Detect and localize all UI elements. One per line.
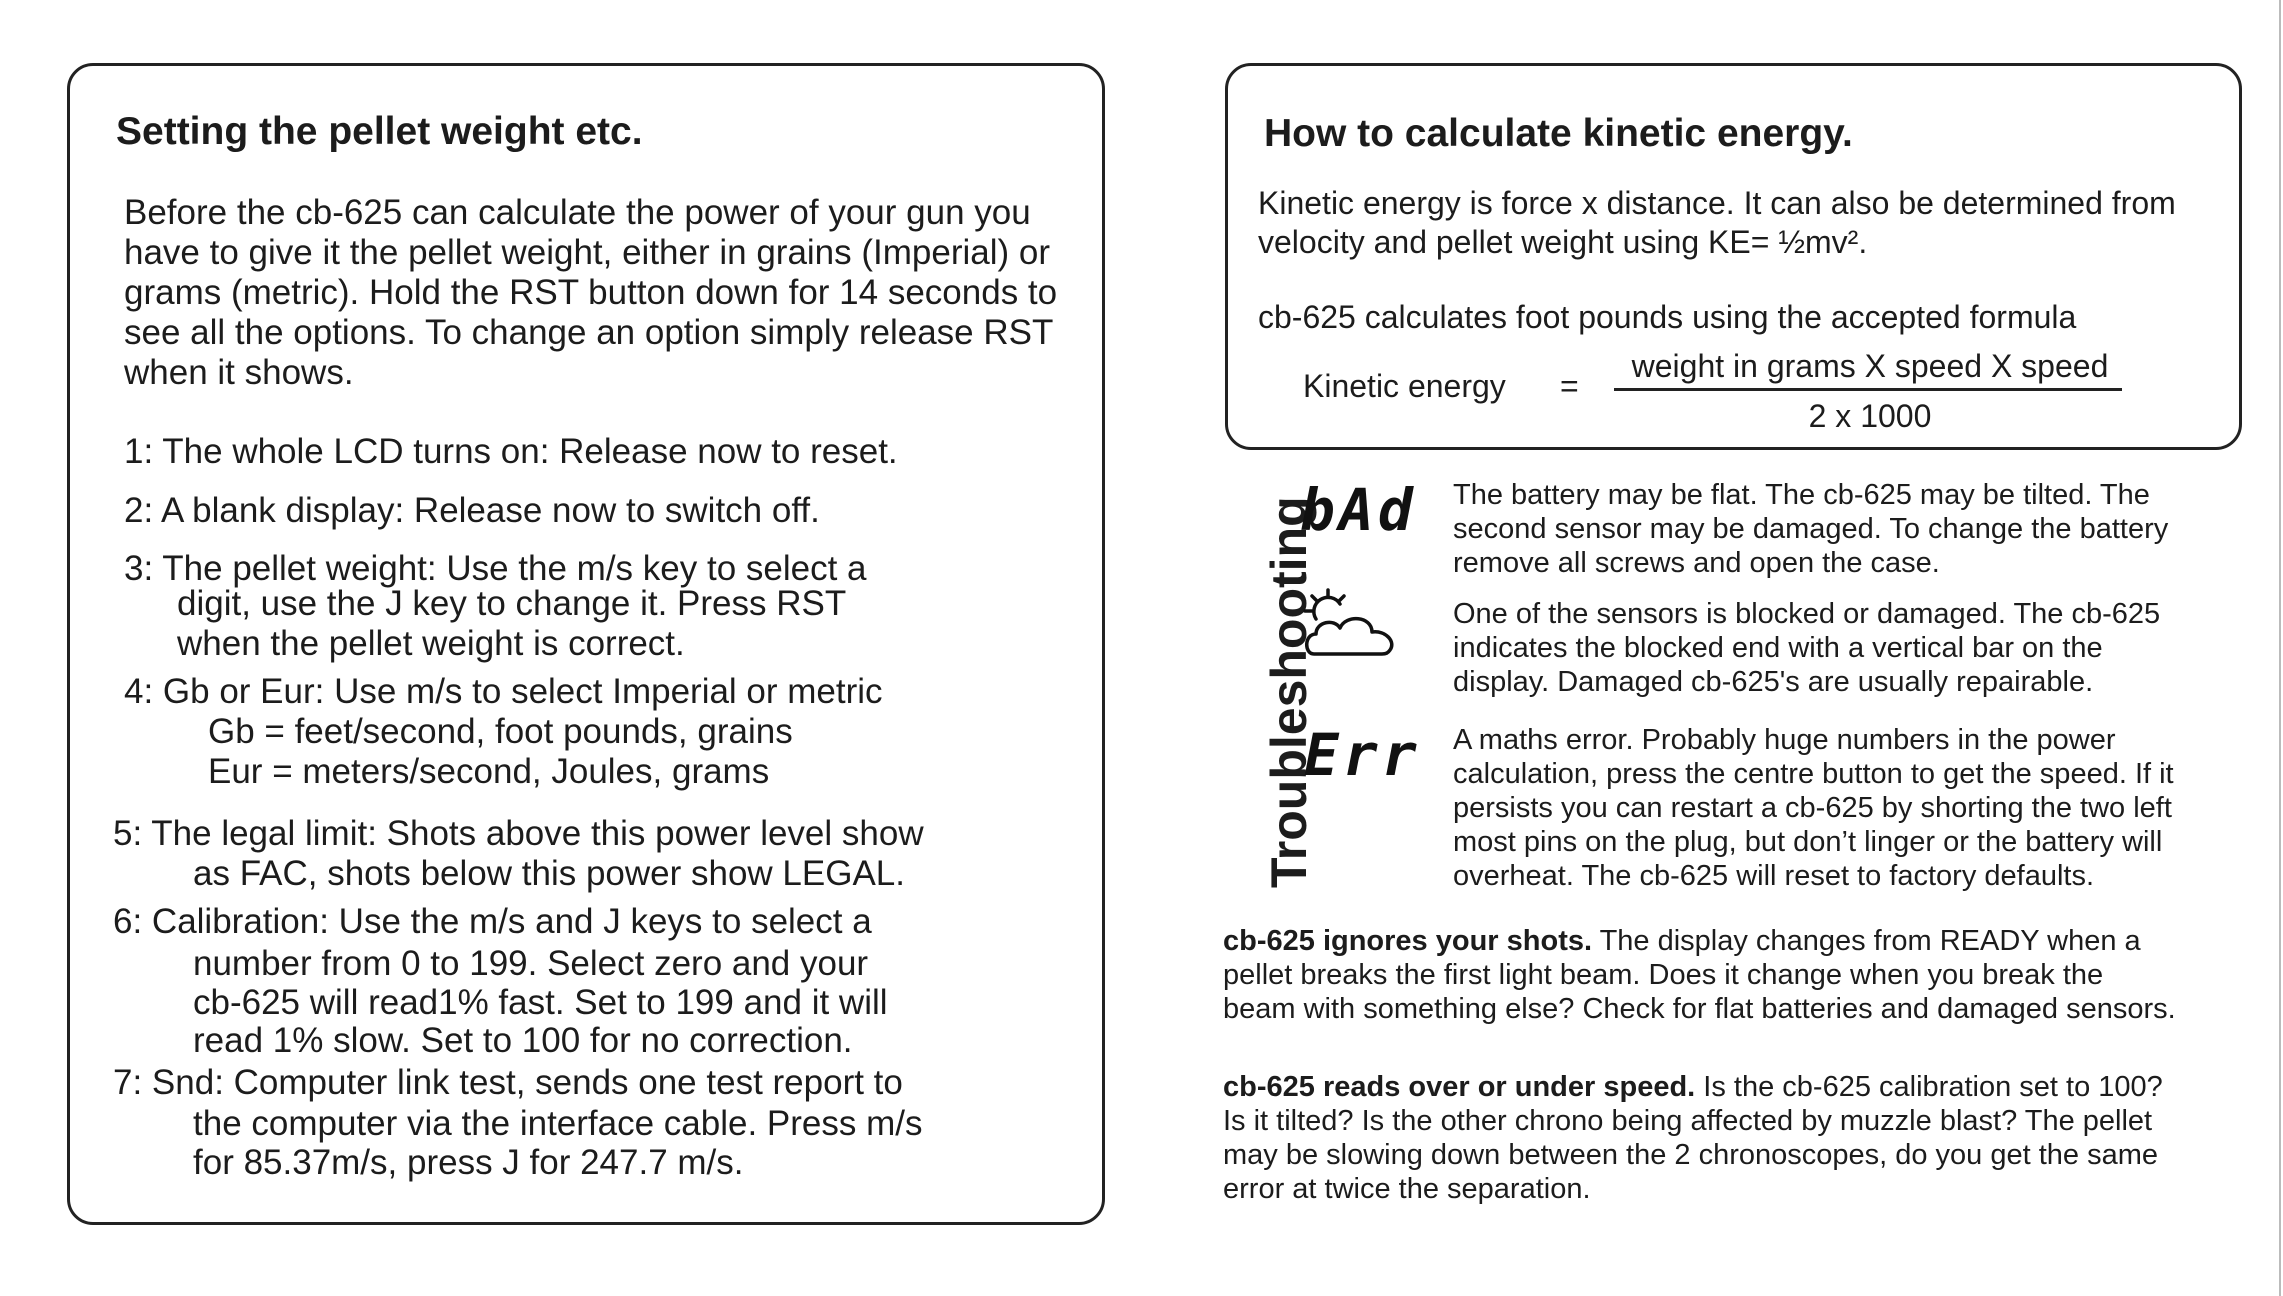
formula-label: Kinetic energy xyxy=(1303,368,1506,404)
ke-line-2: velocity and pellet weight using KE= ½mv². xyxy=(1258,224,1868,260)
err-description: A maths error. Probably huge numbers in the power calculation, press the centre button to get the speed. If it persists you can restart a cb-625 by shorting the two left most pins on the plug, but don’t linger or the battery will overheat. The cb-625 will reset to factory defaults. xyxy=(1453,724,2174,892)
page-edge-divider xyxy=(2279,0,2281,1296)
sun-cloud-icon xyxy=(1302,588,1402,660)
option-2: 2: A blank display: Release now to switch off. xyxy=(124,491,820,530)
option-1: 1: The whole LCD turns on: Release now to reset. xyxy=(124,432,898,471)
pellet-weight-heading: Setting the pellet weight etc. xyxy=(116,110,643,153)
troubleshooting-title: Troubleshooting xyxy=(1261,496,1317,888)
ignores-shots-paragraph: cb-625 ignores your shots. The display changes from READY when a pellet breaks the first light beam. Does it change when you break the beam with something else? Check for flat batteries and damaged sensors. xyxy=(1223,925,2176,1025)
formula-denominator: 2 x 1000 xyxy=(1808,398,1932,434)
fraction-bar xyxy=(1614,388,2122,391)
intro-paragraph: Before the cb-625 can calculate the power of your gun you have to give it the pellet weight, either in grains (Imperial) or grams (metric). Hold the RST button down for 14 seconds to see all the options. To change an option simply release RST when it shows. xyxy=(124,193,1058,392)
lcd-bad-icon: bAd xyxy=(1300,476,1417,544)
kinetic-energy-heading: How to calculate kinetic energy. xyxy=(1264,112,1853,155)
formula-numerator: weight in grams X speed X speed xyxy=(1631,348,2109,384)
ke-line-1: Kinetic energy is force x distance. It can also be determined from xyxy=(1258,185,2176,221)
formula-equals: = xyxy=(1560,368,1579,404)
ke-line-3: cb-625 calculates foot pounds using the accepted formula xyxy=(1258,299,2077,335)
lcd-err-icon: Err xyxy=(1304,721,1421,789)
bad-description: The battery may be flat. The cb-625 may be tilted. The second sensor may be damaged. To change the battery remove all screws and open the case. xyxy=(1453,479,2169,579)
cloud-description: One of the sensors is blocked or damaged. The cb-625 indicates the blocked end with a vertical bar on the display. Damaged cb-625's are usually repairable. xyxy=(1453,598,2161,698)
reads-speed-paragraph: cb-625 reads over or under speed. Is the cb-625 calibration set to 100? Is it tilted? Is the other chrono being affected by muzzle blast? The pellet may be slowing down between the 2 chronoscopes, do you get the same error at twice the separation. xyxy=(1223,1071,2163,1205)
